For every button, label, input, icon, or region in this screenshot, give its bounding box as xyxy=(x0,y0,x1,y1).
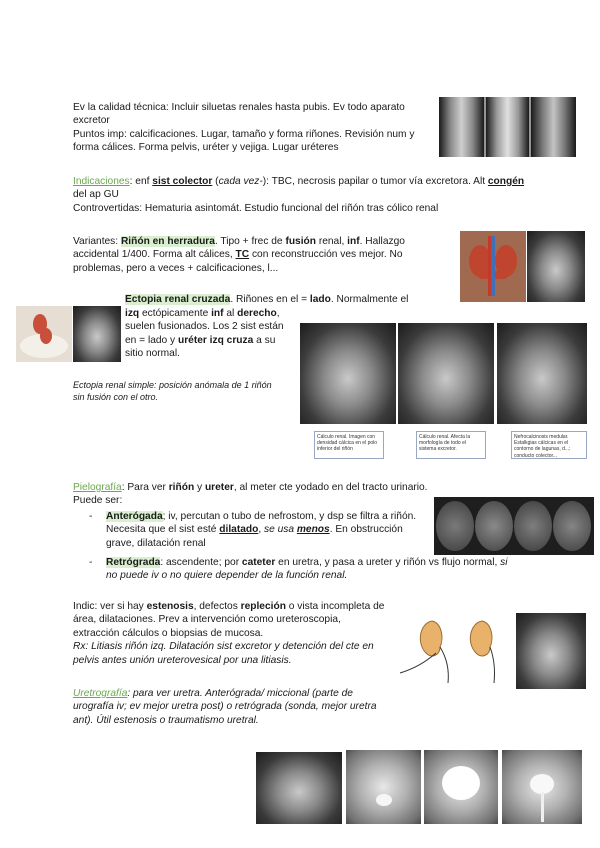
text: fusión xyxy=(285,236,316,247)
list-item xyxy=(89,556,509,583)
text: Ectopia renal cruzada xyxy=(125,294,231,305)
text: izq xyxy=(125,308,140,319)
urethra-xray xyxy=(502,750,582,824)
indications-section xyxy=(73,175,533,215)
indic-section xyxy=(73,600,388,667)
pelvis-drawing xyxy=(16,306,72,362)
text: en uretra, y pasa a ureter y riñón vs flujo normal, xyxy=(275,557,501,568)
text: uréter izq cruza xyxy=(177,334,254,346)
lithiasis-xray xyxy=(516,613,586,689)
nephrocalcinosis-xray xyxy=(497,323,587,424)
text: cada vez- xyxy=(218,176,263,187)
pyelography-label: Pielografía xyxy=(73,482,122,493)
horseshoe-kidney-xray xyxy=(527,231,585,302)
caption-stone-2: Cálculo renal. Afecta la morfología de todo el sistema excretor. xyxy=(416,431,486,459)
text: a su sitio normal. xyxy=(125,334,276,360)
urethrography-label: Uretrografía xyxy=(73,688,128,699)
caption-nephrocalcinosis: Nefrocalcinosis medular. Estalkgias cálcicas en el contorno de lagunas, d...; conducto colector... xyxy=(511,431,587,459)
simple-ectopia-note: Ectopia renal simple: posición anómala de 1 riñón sin fusión con el otro. xyxy=(73,380,272,402)
kidney-catheter-diagram xyxy=(396,613,511,689)
text: ( xyxy=(212,176,219,187)
pyelography-circles-image xyxy=(434,497,594,555)
text: si no puede iv o no quiere depender de la función renal. xyxy=(106,557,508,582)
indications-label: Indicaciones xyxy=(73,176,130,187)
xray-strip-image xyxy=(439,97,576,157)
text: . Hallazgo accidental 1/400. Forma alt cálices, xyxy=(73,236,405,261)
urethrography-section xyxy=(73,687,385,727)
pelvis-xray-1 xyxy=(256,752,342,824)
text: y xyxy=(194,482,205,493)
text: se usa xyxy=(264,524,297,536)
ectopia-continued xyxy=(125,307,295,361)
text: derecho xyxy=(237,308,277,319)
ectopic-kidney-illustration xyxy=(16,306,72,362)
horseshoe-kidney-illustration xyxy=(460,231,526,302)
text: TC xyxy=(235,249,250,261)
text: , xyxy=(258,524,264,536)
kidney-stone-xray-2 xyxy=(398,323,494,424)
text: Variantes: xyxy=(73,236,121,247)
text: , al meter cte yodado en del tracto urinario. Puede ser: xyxy=(73,482,428,507)
text: menos xyxy=(296,524,330,536)
text: con reconstrucción ves mejor. No problemas, pero a veces + calcificaciones, l... xyxy=(73,249,403,274)
controversial-line: Controvertidas: Hematuria asintomát. Estudio funcional del riñón tras cólico renal xyxy=(73,202,439,214)
text: ectópicamente xyxy=(139,308,212,319)
text: ; iv, percutan o tubo de nefrostom, y dsp se filtra a riñón. Necesita que el sist esté xyxy=(106,511,417,536)
text: cateter xyxy=(241,557,276,568)
text: . Riñones en el = xyxy=(230,294,310,305)
text: Riñón en herradura xyxy=(120,236,215,247)
text: ): TBC, necrosis papilar o tumor vía excretora. Alt xyxy=(262,176,488,187)
key-points-line: Puntos imp: calcificaciones. Lugar, tamaño y forma riñones. Revisión num y forma cálices. Forma pelvis, uréter y vejiga. Lugar uréteres xyxy=(73,128,415,154)
pyelography-section xyxy=(73,481,433,508)
ectopic-kidney-xray xyxy=(73,306,121,362)
text: inf xyxy=(211,308,224,319)
kidney-drawing xyxy=(460,231,526,302)
text: . En obstrucción grave, dilatación renal xyxy=(106,524,403,549)
text: , defectos xyxy=(193,601,241,612)
text: : para ver uretra. Anterógrada/ miccional (parte de urografía iv; ev mejor uretra post) o retrógrada (sonda, mejor uretra ant). Útil estenosis o traumatismo uretral. xyxy=(73,688,377,726)
bladder-xray xyxy=(424,750,498,824)
text: al xyxy=(223,308,238,319)
text: ureter xyxy=(204,482,234,493)
text: Anterógada xyxy=(106,511,163,522)
ectopia-section xyxy=(125,293,437,306)
intro-text xyxy=(73,101,425,155)
text: : Para ver xyxy=(121,482,169,493)
pyelography-retro-list xyxy=(89,556,509,583)
text: . Tipo + frec de xyxy=(214,236,286,247)
text: . Normalmente el xyxy=(330,294,409,305)
pyelography-diagram xyxy=(396,613,511,689)
text: dilatado xyxy=(219,524,259,536)
text: congén xyxy=(487,176,525,187)
text: del ap GU xyxy=(73,189,119,201)
text: Indic: ver si hay xyxy=(73,601,147,612)
list-item xyxy=(89,510,419,550)
kidney-stone-xray-1 xyxy=(300,323,396,424)
quality-line: Ev la calidad técnica: Incluir siluetas renales hasta pubis. Ev todo aparato excretor xyxy=(73,102,405,127)
text: repleción xyxy=(240,601,286,612)
text: Retrógrada xyxy=(106,557,161,568)
text: , suelen fusionados. Los 2 sist están en = lado y xyxy=(125,308,284,346)
rx-note: Rx: Litiasis riñón izq. Dilatación sist excretor y detención del cte en pelvis antes unión ureterovesical por una litiasis. xyxy=(73,641,374,666)
variants-section xyxy=(73,235,453,275)
text: : enf xyxy=(129,176,153,187)
text: : ascendente; por xyxy=(160,557,242,568)
text: sist colector xyxy=(152,176,213,187)
pelvis-xray-2 xyxy=(346,750,421,824)
text: o vista incompleta de área, dilataciones. Prev a intervención como ureteroscopia, extracción cálculos o biopsias de mucosa. xyxy=(73,601,385,639)
pyelography-types-list xyxy=(89,510,419,550)
caption-stone-1: Cálculo renal. Imagen con densidad cálcica en el polo inferior del riñón xyxy=(314,431,384,459)
text: lado xyxy=(309,294,331,305)
text: estenosis xyxy=(146,601,194,612)
text: renal, xyxy=(316,236,348,247)
text: riñón xyxy=(168,482,195,493)
text: inf xyxy=(347,236,360,247)
